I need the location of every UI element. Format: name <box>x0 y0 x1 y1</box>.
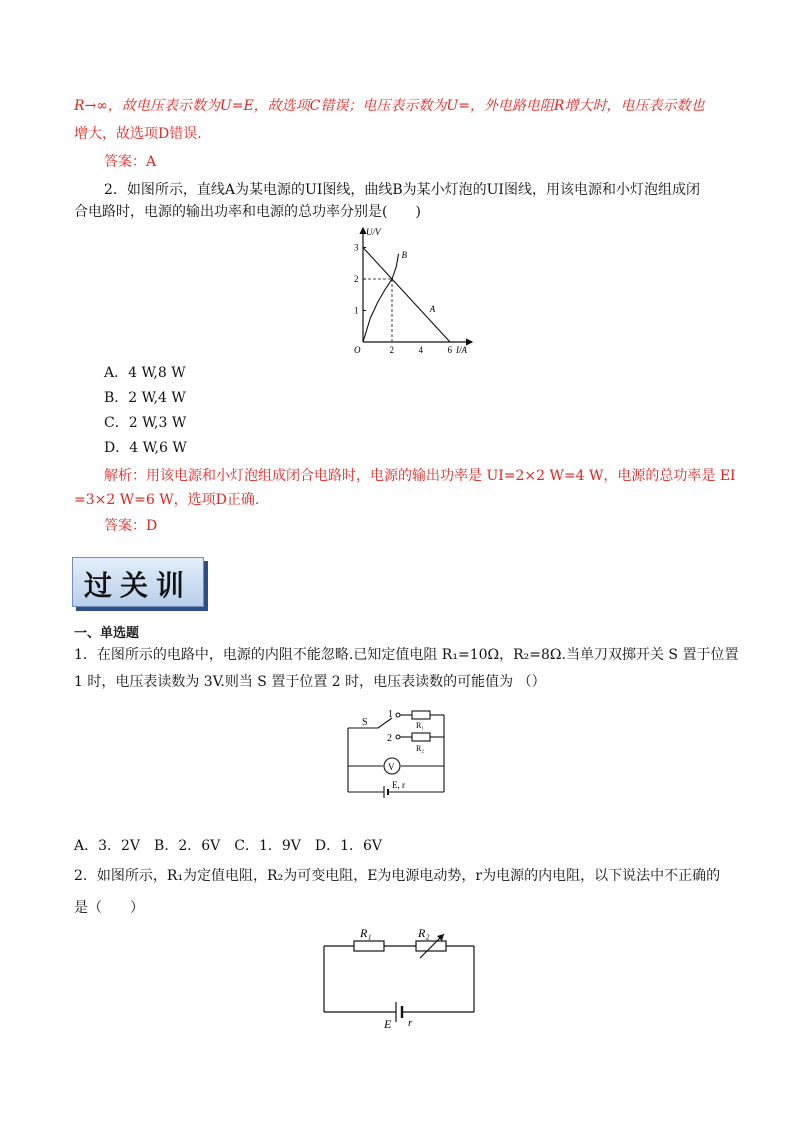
series-line-a <box>363 248 450 343</box>
internal-resistance-label: r <box>408 1017 413 1029</box>
section-title-banner <box>72 557 204 607</box>
q2-option-d: D．4 W,6 W <box>104 440 187 456</box>
part-heading: 一、单选题 <box>74 626 140 641</box>
prev-solution-line-1: R→∞，故电压表示数为U=E，故选项C错误；电压表示数为U=，外电路电阻R增大时，电压表示数也 <box>74 98 705 114</box>
p1-circuit-diagram <box>340 706 460 802</box>
p1-stem-line-1: 1．在图所示的电路中，电源的内阻不能忽略.已知定值电阻 R₁=10Ω，R₂=8Ω.当单刀双掷开关 S 置于位置 <box>74 647 739 663</box>
q2-analysis-line-1: 解析：用该电源和小灯泡组成闭合电路时，电源的输出功率是 UI=2×2 W=4 W，电源的总功率是 EI <box>104 468 736 484</box>
emf-label: E <box>384 1017 392 1031</box>
series-label-b: B <box>401 249 408 260</box>
ui-graph <box>340 222 480 360</box>
y-tick-label: 2 <box>354 274 359 284</box>
origin-label: O <box>354 345 361 355</box>
x-tick-label: 2 <box>389 345 394 355</box>
r2-label: R₂ <box>418 926 430 940</box>
p1-stem-line-2: 1 时，电压表读数为 3V.则当 S 置于位置 2 时，电压表读数的可能值为 （） <box>74 674 546 690</box>
source-label: E, r <box>392 780 405 790</box>
switch-label: S <box>362 717 368 728</box>
r2-label: R₂ <box>416 744 425 753</box>
x-tick-label: 4 <box>418 345 423 355</box>
p2-stem-line-1: 2．如图所示，R₁为定值电阻，R₂为可变电阻，E为电源电动势，r为电源的内电阻，以下说法中不正确的 <box>74 868 721 884</box>
y-tick-label: 1 <box>354 305 359 316</box>
position-1-label: 1 <box>388 709 393 720</box>
position-2-label: 2 <box>387 733 392 744</box>
p1-options: A．3．2V B．2．6V C．1．9V D．1．6V <box>74 838 383 854</box>
y-axis-label: U/V <box>366 227 381 237</box>
x-axis-label: I/A <box>456 345 467 355</box>
q2-option-b: B．2 W,4 W <box>104 390 186 406</box>
prev-solution-line-2: 增大，故选项D错误. <box>74 126 202 142</box>
r1-label: R₁ <box>360 926 372 940</box>
prev-answer: 答案：A <box>104 154 157 170</box>
section-title: 过关训 <box>83 569 192 602</box>
series-label-a: A <box>429 304 436 315</box>
q2-option-c: C．2 W,3 W <box>104 415 187 431</box>
q2-stem-line-2: 合电路时，电源的输出功率和电源的总功率分别是( ) <box>74 204 421 220</box>
q2-answer: 答案：D <box>104 518 158 534</box>
r1-label: R₁ <box>416 721 425 730</box>
y-tick-label: 3 <box>354 242 359 253</box>
p2-circuit-diagram <box>318 920 484 1032</box>
voltmeter-label: V <box>388 762 395 772</box>
p2-stem-line-2: 是（ ） <box>74 900 144 916</box>
x-tick-label: 6 <box>447 345 452 355</box>
q2-option-a: A．4 W,8 W <box>104 365 186 381</box>
q2-stem-line-1: 2．如图所示，直线A为某电源的UI图线，曲线B为某小灯泡的UI图线，用该电源和小灯泡组成闭 <box>104 182 700 198</box>
q2-analysis-line-2: =3×2 W=6 W，选项D正确. <box>74 492 260 508</box>
